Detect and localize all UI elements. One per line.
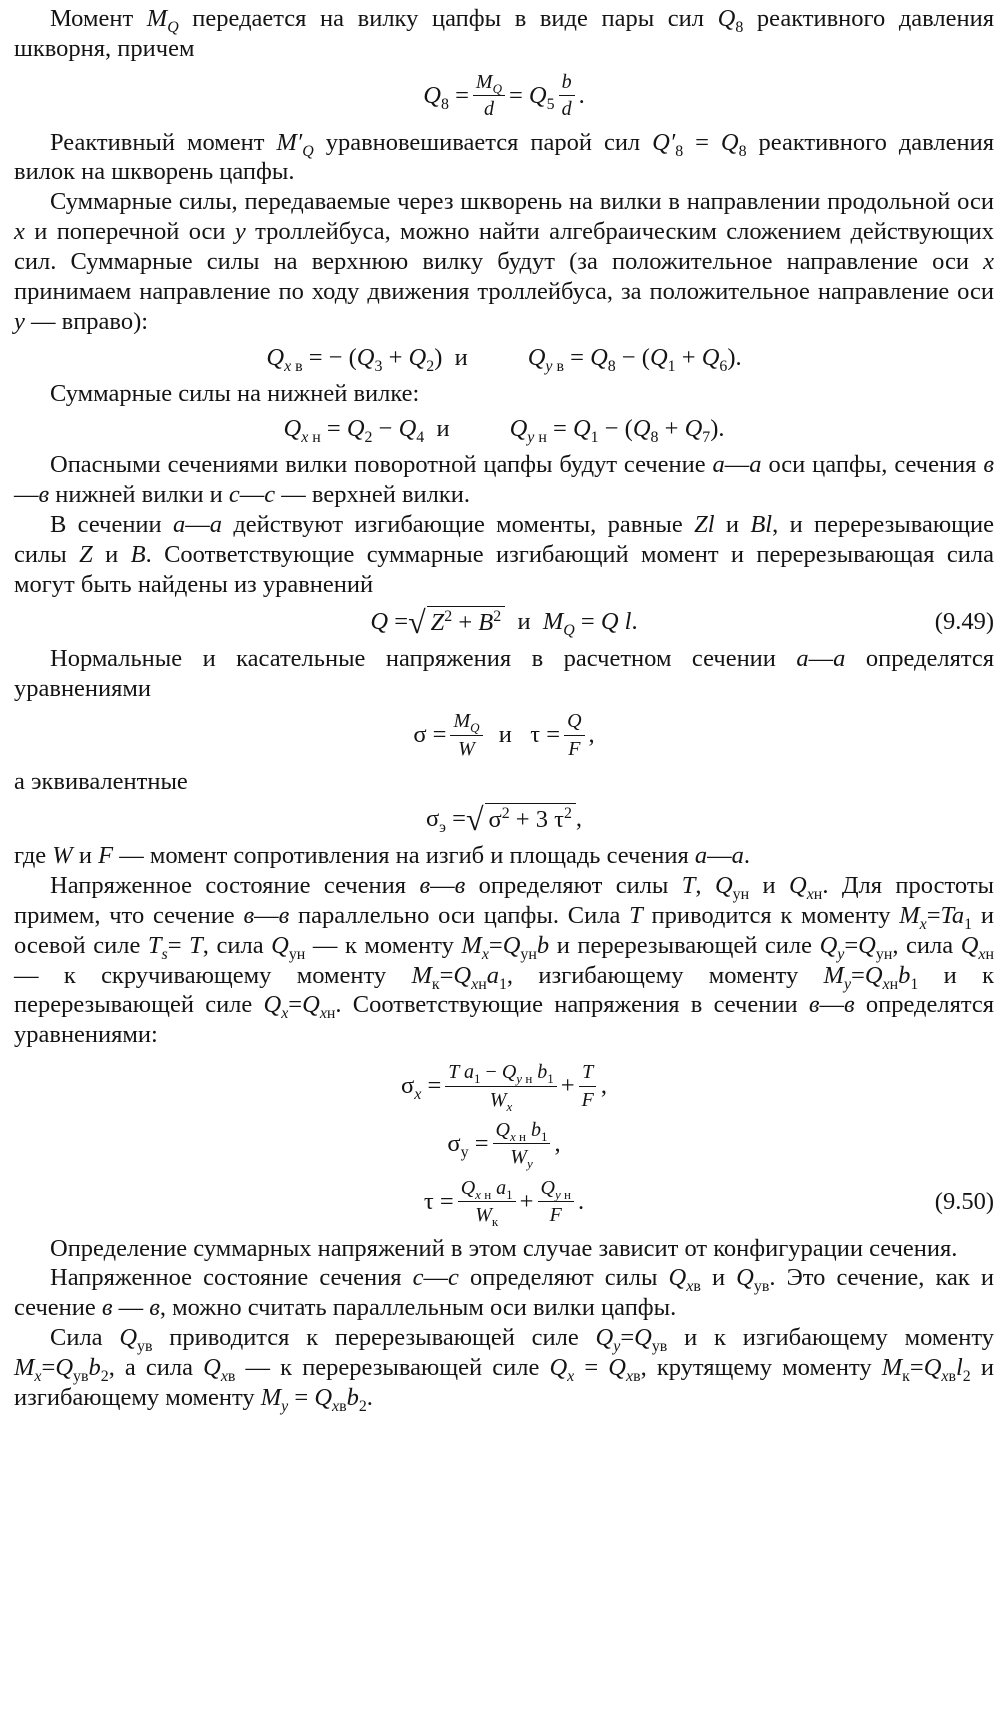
paragraph-10: Напряженное состояние сечения в—в определяют силы T, $Q_{yн}$ и $Q_{xн}$. Для простоты примем, что сечение в—в параллельно оси цапфы. Сила T приводится к моменту $M_x=Ta_1$ и осевой силе $T_s= T$, сила $Q_{yн}$ — к моменту $M_x=Q_{yн}b$ и перерезывающей силе $Q_y=Q_{yн}$, сила $Q_{xн}$ — к скручивающему моменту $M_к=Q_{xн}a_1$, изгибающему моменту $M_y=Q_{xн}b_1$ и к перерезывающей силе $Q_x=Q_{xн}$. Соответствующие напряжения в сечении в—в определятся уравнениями:	[14, 871, 995, 1049]
equation-sigma-y: $\sigma_y$ = $\frac{Q_{x н} b_1}{W_y}$ ,	[447, 1118, 561, 1172]
equation-number-950: (9.50)	[934, 1187, 994, 1215]
equation-number-949: (9.49)	[934, 607, 994, 635]
paragraph-4: Суммарные силы на нижней вилке:	[50, 379, 420, 407]
paragraph-11: Определение суммарных напряжений в этом случае зависит от конфигурации сечения.	[50, 1234, 958, 1262]
paragraph-8: а эквивалентные	[14, 768, 188, 796]
equation-upper-fork: $Q_{x в}$ = − $(Q_3 + Q_2)$ и $Q_{y в} = Q_8 - (Q_1 + Q_6)$.	[266, 343, 742, 375]
equation-950-row: τ = $\frac{Q_{x н} a_1}{W_к}$ + $\frac{Q_{y н}}{F}$ . (9.50)	[423, 1176, 994, 1230]
equation-949-row: Q = √ $Z^2 + B^2$ и $M_Q = Q$ l. (9.49)	[370, 603, 994, 640]
paragraph-12: Напряженное состояние сечения с—с определяют силы $Q_{xв}$ и $Q_{yв}$. Это сечение, как и сечение в — в, можно считать параллельным оси вилки цапфы.	[14, 1264, 994, 1322]
equation-sigma-x: $\sigma_x$ = $\frac{T a_1 - Q_{y н} b_1}{W_x}$ + $\frac{T}{F}$ ,	[401, 1061, 607, 1114]
equation-lower-fork: $Q_{x н} = Q_2 - Q_4$ и $Q_{y н} = Q_1 - (Q_8 + Q_7)$.	[283, 415, 725, 447]
paragraph-7: Нормальные и касательные напряжения в расчетном сечении a—a определятся уравнениями	[14, 644, 994, 702]
paragraph-13: Сила $Q_{yв}$ приводится к перерезывающей силе $Q_y=Q_{yв}$ и к изгибающему моменту $M_x=Q_{yв}b_2$, а сила $Q_{xв}$ — к перерезывающей силе $Q_x = Q_{xв}$, крутящему моменту $M_к=Q_{xв}l_2$ и изгибающему моменту $M_y = Q_{xв}b_2$.	[14, 1324, 994, 1415]
paragraph-6: В сечении a—a действуют изгибающие моменты, равные Zl и Bl, и перерезывающие силы Z и B. Соответствующие суммарные изгибающий момент и перерезывающая сила могут быть найдены из уравнений	[14, 511, 994, 598]
paragraph-9: где W и F — момент сопротивления на изгиб и площадь сечения a—a.	[14, 842, 750, 870]
paragraph-1: Момент $M_Q$ передается на вилку цапфы в виде пары сил $Q_8$ реактивного давления шкворня, причем	[14, 5, 994, 62]
paragraph-3: Суммарные силы, передаваемые через шкворень на вилки в направлении продольной оси x и поперечной оси y троллейбуса, можно найти алгебраическим сложением действующих сил. Суммарные силы на верхнюю вилку будут (за положительное направление оси x принимаем направление по ходу движения троллейбуса, за положительное направление оси y — вправо):	[14, 188, 994, 335]
equation-stresses: σ = $\frac{M_Q}{W}$ и τ = $\frac{Q}{F}$ ,	[413, 710, 595, 760]
paragraph-5: Опасными сечениями вилки поворотной цапфы будут сечение a—a оси цапфы, сечения в—в нижней вилки и с—с — верхней вилки.	[14, 451, 994, 509]
paragraph-2: Реактивный момент $M'_Q$ уравновешивается парой сил $Q'_8 = Q_8$ реактивного давления вилок на шкворень цапфы.	[14, 128, 995, 186]
equation-q8: $Q_8$ = $\frac{M_Q}{d}$ = $Q_5$ $\frac{b}{d}$ .	[423, 70, 585, 121]
equation-equivalent: $\sigma_э$ = √ $\sigma^2 + 3$ $\tau^2$ ,	[425, 801, 583, 838]
